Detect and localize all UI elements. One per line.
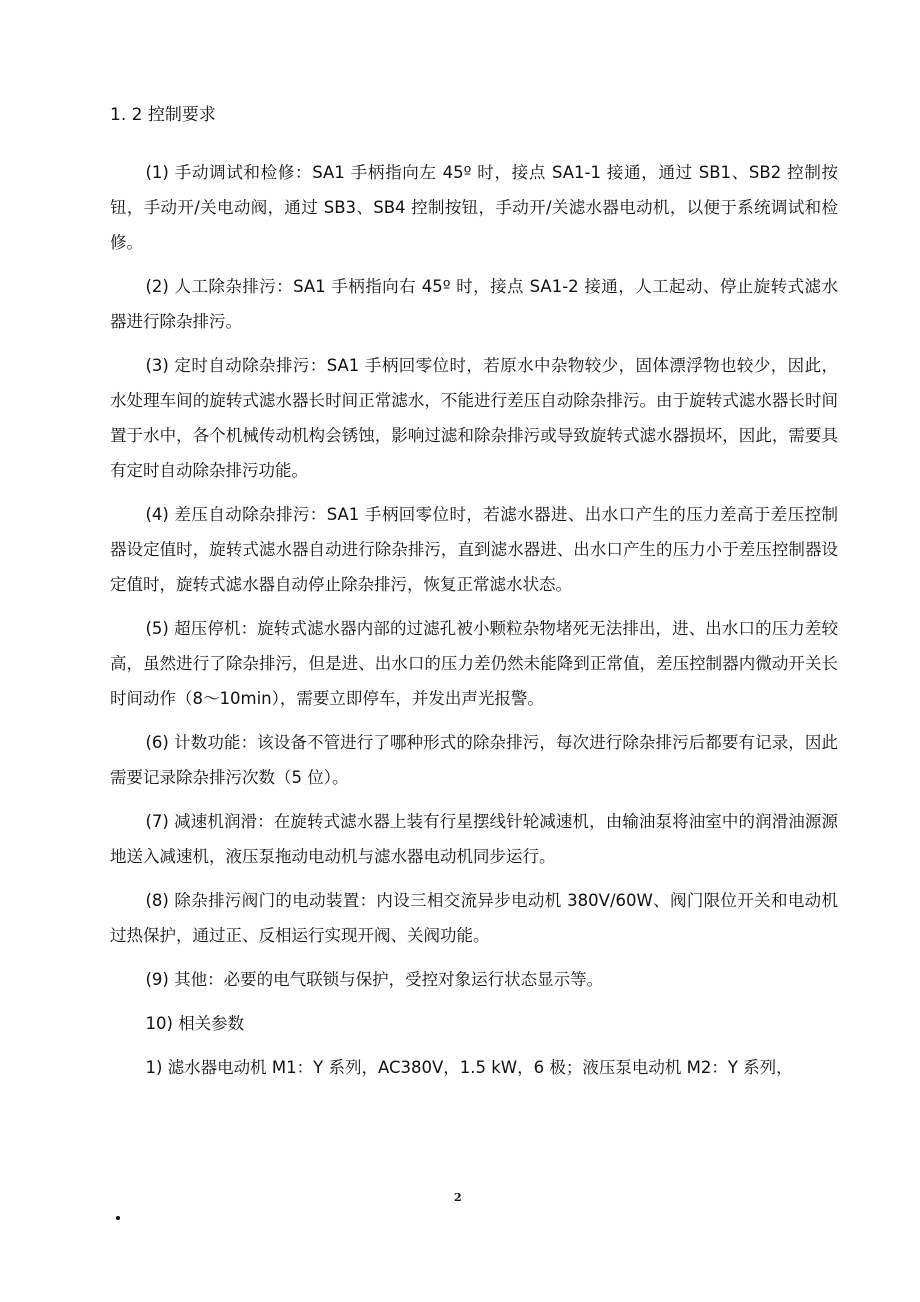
paragraph-manual-cleaning: (2) 人工除杂排污：SA1 手柄指向右 45º 时，接点 SA1-2 接通，人工起动、停止旋转式滤水器进行除杂排污。 [110, 277, 838, 331]
body-text [110, 155, 838, 1094]
paragraph-other: (9) 其他：必要的电气联锁与保护，受控对象运行状态显示等。 [145, 970, 604, 989]
page-number: 2 [454, 1191, 462, 1204]
paragraph-valve-actuator: (8) 除杂排污阀门的电动装置：内设三相交流异步电动机 380V/60W、阀门限位开关和电动机过热保护，通过正、反相运行实现开阀、关阀功能。 [110, 891, 838, 945]
paragraph-parameters-heading: 10) 相关参数 [145, 1014, 245, 1033]
section-heading: 1. 2 控制要求 [110, 105, 216, 125]
paragraph-parameters-item: 1) 滤水器电动机 M1：Y 系列，AC380V，1.5 kW，6 极；液压泵电动机 M2：Y 系列， [145, 1058, 793, 1077]
paragraph-reducer-lubrication: (7) 减速机润滑：在旋转式滤水器上装有行星摆线针轮减速机，由输油泵将油室中的润滑油源源地送入减速机，液压泵拖动电动机与滤水器电动机同步运行。 [110, 812, 838, 866]
paragraph-counting: (6) 计数功能：该设备不管进行了哪种形式的除杂排污，每次进行除杂排污后都要有记录，因此需要记录除杂排污次数（5 位）。 [110, 733, 838, 787]
paragraph-timed-cleaning: (3) 定时自动除杂排污：SA1 手柄回零位时，若原水中杂物较少，固体漂浮物也较少，因此，水处理车间的旋转式滤水器长时间正常滤水，不能进行差压自动除杂排污。由于旋转式滤水器长时间置于水中，各个机械传动机构会锈蚀，影响过滤和除杂排污或导致旋转式滤水器损坏，因此，需要具有定时自动除杂排污功能。 [110, 356, 838, 480]
paragraph-overpressure-stop: (5) 超压停机：旋转式滤水器内部的过滤孔被小颗粒杂物堵死无法排出，进、出水口的压力差较高，虽然进行了除杂排污，但是进、出水口的压力差仍然未能降到正常值，差压控制器内微动开关长时间动作（8～10min），需要立即停车，并发出声光报警。 [110, 619, 838, 708]
paragraph-manual-debug: (1) 手动调试和检修：SA1 手柄指向左 45º 时，接点 SA1-1 接通，通过 SB1、SB2 控制按钮，手动开/关电动阀，通过 SB3、SB4 控制按钮，手动开/关滤水器电动机，以便于系统调试和检修。 [110, 163, 838, 252]
footer-dot [116, 1216, 120, 1220]
paragraph-differential-cleaning: (4) 差压自动除杂排污：SA1 手柄回零位时，若滤水器进、出水口产生的压力差高于差压控制器设定值时，旋转式滤水器自动进行除杂排污，直到滤水器进、出水口产生的压力小于差压控制器设定值时，旋转式滤水器自动停止除杂排污，恢复正常滤水状态。 [110, 505, 838, 594]
